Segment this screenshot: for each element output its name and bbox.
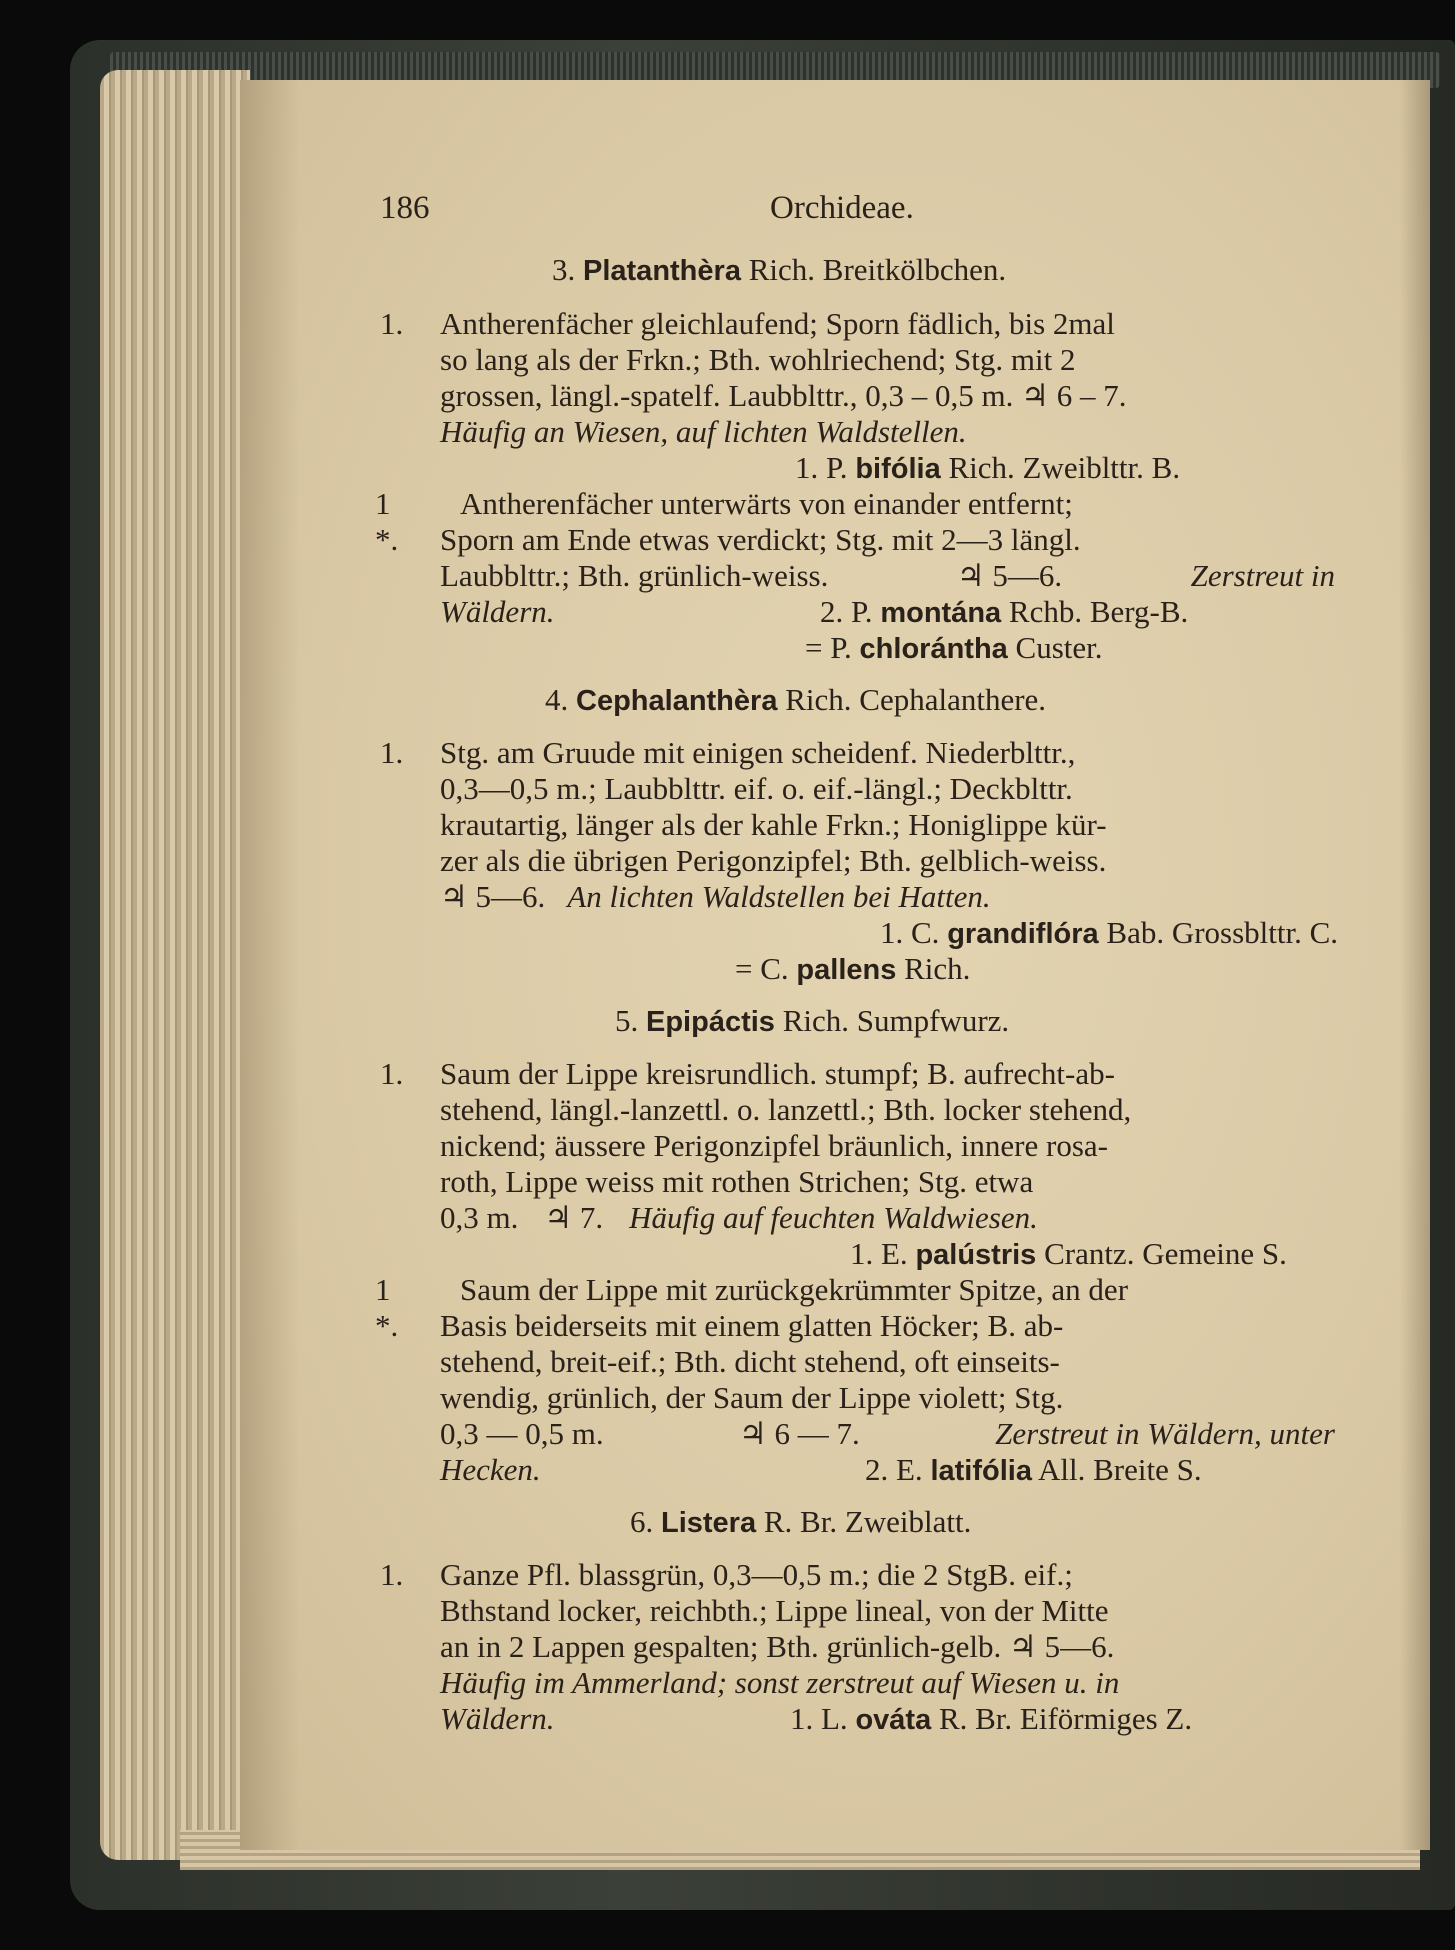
species-line: 1. L. ováta R. Br. Eiförmiges Z.: [790, 1701, 1193, 1736]
key-line-habitat: Häufig an Wiesen, auf lichten Waldstellen.: [440, 414, 967, 449]
species-line: 2. P. montána Rchb. Berg-B.: [820, 594, 1189, 629]
key-line: Bthstand locker, reichbth.; Lippe lineal, von der Mitte: [440, 1593, 1109, 1628]
key-number: 1.: [380, 306, 404, 341]
key-line: 0,3 — 0,5 m. ♃ 6 — 7. Zerstreut in Wäldern, unter: [440, 1416, 1335, 1451]
key-line-habitat: Hecken.: [440, 1452, 541, 1487]
key-line: Antherenfächer gleichlaufend; Sporn fädlich, bis 2mal: [440, 306, 1115, 341]
genus-name: Epipáctis: [646, 1006, 775, 1038]
key-line-habitat: Wäldern.: [440, 1701, 555, 1736]
key-number: 1 *.: [375, 486, 399, 557]
key-line: Saum der Lippe mit zurückgekrümmter Spitze, an der: [460, 1272, 1129, 1307]
key-number: 1 *.: [375, 1272, 399, 1343]
species-name: montána: [880, 597, 1002, 629]
species-name: latifólia: [930, 1455, 1032, 1487]
synonym-name: chlorántha: [859, 633, 1008, 665]
key-line: Laubblttr.; Bth. grünlich-weiss. ♃ 5—6. Zerstreut in: [440, 558, 1335, 593]
genus-heading-listera: 6. Listera R. Br. Zweiblatt.: [630, 1504, 972, 1539]
species-line: 1. C. grandiflóra Bab. Grossblttr. C.: [880, 915, 1339, 950]
page-right-edge: [1400, 80, 1430, 1850]
genus-name: Platanthèra: [583, 255, 741, 287]
genus-heading-cephalanthera: 4. Cephalanthèra Rich. Cephalanthere.: [545, 682, 1047, 717]
key-line: grossen, längl.-spatelf. Laubblttr., 0,3 – 0,5 m. ♃ 6 – 7.: [440, 378, 1127, 413]
species-line: 1. E. palústris Crantz. Gemeine S.: [850, 1236, 1287, 1271]
key-line: ♃ 5—6. An lichten Waldstellen bei Hatten.: [440, 879, 991, 914]
species-name: bifólia: [855, 453, 941, 485]
page-number: 186: [380, 190, 430, 226]
key-line: nickend; äussere Perigonzipfel bräunlich, innere rosa-: [440, 1128, 1108, 1163]
key-line: roth, Lippe weiss mit rothen Strichen; Stg. etwa: [440, 1164, 1034, 1199]
key-line: stehend, breit-eif.; Bth. dicht stehend, oft einseits-: [440, 1344, 1060, 1379]
key-line: Saum der Lippe kreisrundlich. stumpf; B. aufrecht-ab-: [440, 1056, 1115, 1091]
key-number: 1.: [380, 1056, 404, 1091]
key-line: Stg. am Gruude mit einigen scheidenf. Niederblttr.,: [440, 735, 1076, 770]
key-number: 1.: [380, 735, 404, 770]
key-line: an in 2 Lappen gespalten; Bth. grünlich-gelb. ♃ 5—6.: [440, 1629, 1115, 1664]
synonym-line: = C. pallens Rich.: [735, 951, 971, 986]
key-line: 0,3 m. ♃ 7. Häufig auf feuchten Waldwiesen.: [440, 1200, 1038, 1235]
key-line: zer als die übrigen Perigonzipfel; Bth. gelblich-weiss.: [440, 843, 1107, 878]
key-line-habitat: Häufig im Ammerland; sonst zerstreut auf Wiesen u. in: [440, 1665, 1120, 1700]
genus-heading-epipactis: 5. Epipáctis Rich. Sumpfwurz.: [615, 1003, 1010, 1038]
key-line: stehend, längl.-lanzettl. o. lanzettl.; Bth. locker stehend,: [440, 1092, 1132, 1127]
key-line: so lang als der Frkn.; Bth. wohlriechend; Stg. mit 2: [440, 342, 1076, 377]
species-line: 1. P. bifólia Rich. Zweiblttr. B.: [795, 450, 1181, 485]
key-line: Basis beiderseits mit einem glatten Höcker; B. ab-: [440, 1308, 1064, 1343]
species-name: grandiflóra: [947, 918, 1099, 950]
species-line: 2. E. latifólia All. Breite S.: [865, 1452, 1202, 1487]
species-name: ováta: [855, 1704, 932, 1736]
key-line: krautartig, länger als der kahle Frkn.; Honiglippe kür-: [440, 807, 1107, 842]
running-head: Orchideae.: [770, 190, 914, 226]
key-line-habitat: Wäldern.: [440, 594, 555, 629]
genus-name: Listera: [661, 1507, 757, 1539]
key-line: wendig, grünlich, der Saum der Lippe violett; Stg.: [440, 1380, 1064, 1415]
synonym-name: pallens: [796, 954, 897, 986]
species-name: palústris: [915, 1239, 1037, 1271]
key-line: Sporn am Ende etwas verdickt; Stg. mit 2—3 längl.: [440, 522, 1081, 557]
genus-heading-platanthera: 3. Platanthèra Rich. Breitkölbchen.: [552, 252, 1007, 287]
synonym-line: = P. chlorántha Custer.: [805, 630, 1103, 665]
key-line: 0,3—0,5 m.; Laubblttr. eif. o. eif.-längl.; Deckblttr.: [440, 771, 1073, 806]
genus-name: Cephalanthèra: [576, 685, 778, 717]
key-line: Antherenfächer unterwärts von einander entfernt;: [460, 486, 1073, 521]
gutter-shadow: [240, 80, 300, 1850]
key-number: 1.: [380, 1557, 404, 1592]
page-edges-left: [100, 70, 250, 1860]
key-line: Ganze Pfl. blassgrün, 0,3—0,5 m.; die 2 StgB. eif.;: [440, 1557, 1073, 1592]
